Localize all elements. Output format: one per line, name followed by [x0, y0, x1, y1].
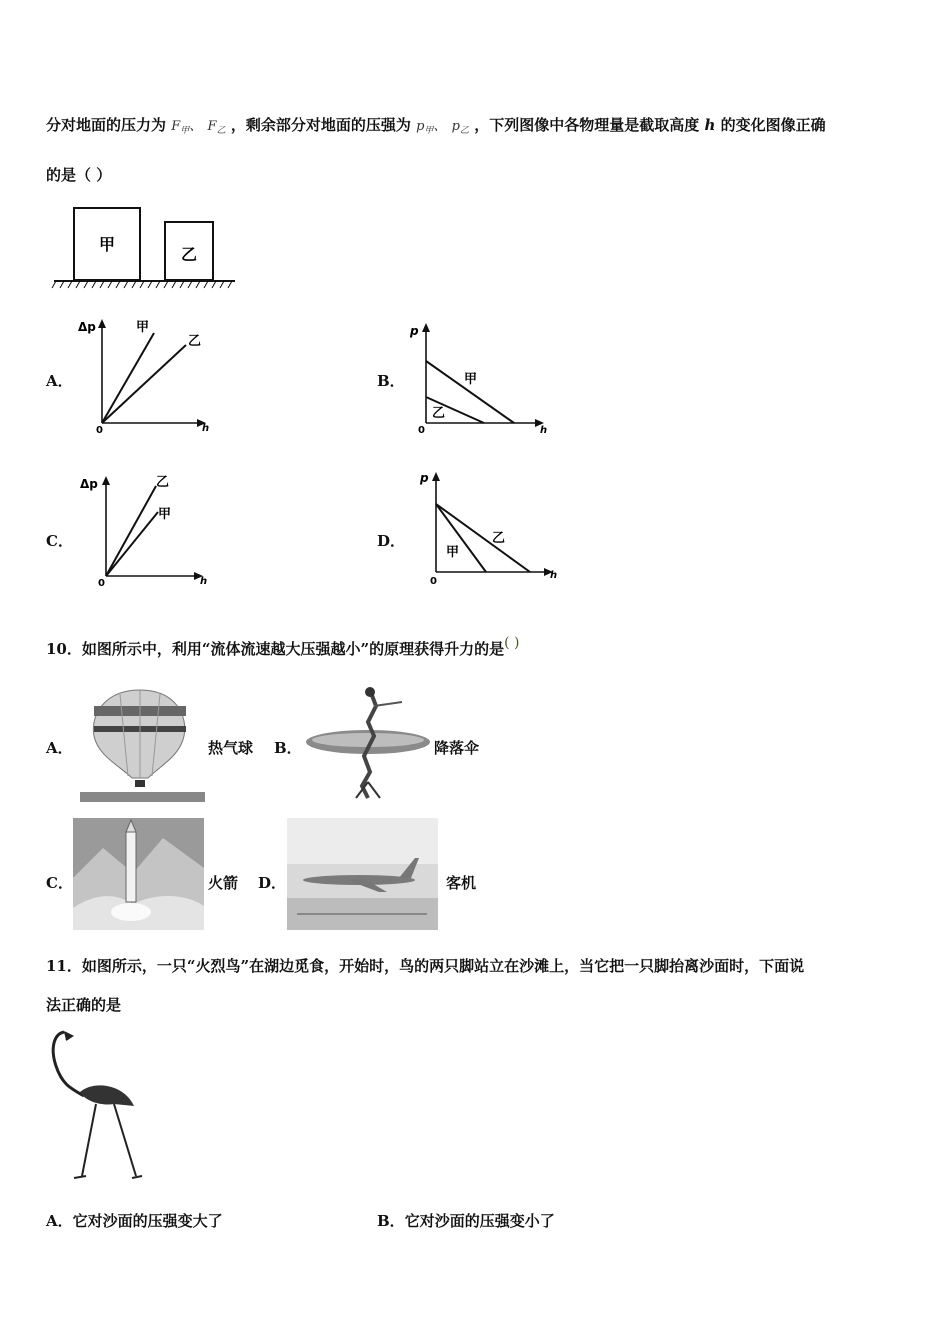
curve-jia-label: 甲 — [158, 507, 172, 522]
axis-y-label: p — [420, 471, 429, 485]
axis-x-label: h — [550, 570, 558, 581]
curve-yi-label: 乙 — [492, 531, 506, 546]
q10-option-c-label[interactable]: C． — [46, 874, 73, 892]
rocket-image[interactable] — [73, 818, 204, 930]
q9-option-b-label[interactable]: B． — [377, 372, 405, 390]
q10-answer-paren: ( ) — [504, 635, 520, 651]
flamingo-image — [44, 1026, 144, 1186]
q10-option-a-text: 热气球 — [208, 739, 254, 757]
p-jia-symbol: $p_甲$ — [416, 119, 434, 136]
q10-option-d-text: 客机 — [446, 874, 477, 892]
axis-y-label: Δp — [80, 477, 98, 491]
curve-jia-label: 甲 — [446, 545, 460, 560]
curve-yi-label: 乙 — [188, 334, 202, 349]
curve-jia-label: 甲 — [136, 320, 150, 335]
q10-option-a-label[interactable]: A． — [46, 739, 73, 757]
origin-label: 0 — [96, 425, 103, 435]
curve-yi-label: 乙 — [156, 475, 170, 490]
separator: 、 — [189, 119, 203, 134]
q9-option-d-label[interactable]: D． — [377, 532, 406, 550]
q10-option-b-text: 降落伞 — [434, 739, 480, 757]
q9-text-b: ，剩余部分对地面的压强为 — [230, 116, 411, 134]
q11-stem-line2: 法正确的是 — [46, 996, 122, 1014]
hot-air-balloon-image[interactable] — [80, 686, 205, 802]
q11-option-b-text: 它对沙面的压强变小了 — [404, 1212, 555, 1230]
axis-x-label: h — [202, 423, 210, 434]
block-jia-label: 甲 — [98, 235, 116, 254]
q9-stem-line1 — [46, 114, 826, 136]
q10-stem — [46, 635, 520, 659]
q11-option-a-text: 它对沙面的压强变大了 — [72, 1212, 223, 1230]
q10-option-c-text: 火箭 — [208, 874, 239, 892]
q9-option-c-graph[interactable] — [76, 470, 216, 590]
origin-label: 0 — [418, 425, 425, 435]
curve-yi-label: 乙 — [432, 406, 446, 421]
F-jia-symbol: $F_甲$ — [171, 119, 190, 136]
axis-y-label: p — [410, 324, 419, 338]
q9-option-a-graph[interactable] — [76, 315, 216, 435]
block-yi-label: 乙 — [180, 245, 198, 264]
origin-label: 0 — [98, 578, 105, 589]
q11-stem-line1: 11．如图所示，一只“火烈鸟”在湖边觅食，开始时，鸟的两只脚站立在沙滩上，当它把一只脚抬离沙面时，下面说 — [46, 957, 805, 975]
q9-option-a-label[interactable]: A． — [46, 372, 73, 390]
q10-stem-text: 10．如图所示中，利用“流体流速越大压强越小”的原理获得升力的是 — [46, 640, 505, 658]
q9-text-d: 的变化图像正确 — [720, 116, 826, 134]
q11-option-a-label: A． — [46, 1212, 73, 1230]
q10-option-b-label[interactable]: B． — [274, 739, 302, 757]
p-yi-symbol: $p_乙$ — [451, 119, 470, 136]
h-symbol: h — [704, 116, 716, 134]
q11-option-b[interactable] — [377, 1210, 555, 1231]
q10-option-d-label[interactable]: D． — [258, 874, 287, 892]
axis-x-label: h — [540, 425, 548, 435]
q9-option-b-graph[interactable] — [404, 315, 554, 435]
q9-stem-line2: 的是（ ） — [46, 166, 112, 184]
q9-text-a: 分对地面的压力为 — [46, 116, 167, 134]
axis-x-label: h — [200, 576, 208, 587]
q11-option-b-label: B． — [377, 1212, 405, 1230]
q9-blocks-figure — [50, 200, 240, 295]
curve-jia-label: 甲 — [464, 372, 478, 387]
q9-text-c: ，下列图像中各物理量是截取高度 — [474, 116, 700, 134]
airliner-image[interactable] — [287, 818, 438, 930]
q11-option-a[interactable] — [46, 1210, 223, 1231]
q9-option-d-graph[interactable] — [416, 466, 566, 588]
axis-y-label: Δp — [78, 320, 96, 334]
F-yi-symbol: $F_乙$ — [207, 119, 226, 136]
origin-label: 0 — [430, 576, 437, 587]
separator: 、 — [433, 119, 447, 134]
q9-option-c-label[interactable]: C． — [46, 532, 73, 550]
parachute-image[interactable] — [304, 686, 432, 802]
